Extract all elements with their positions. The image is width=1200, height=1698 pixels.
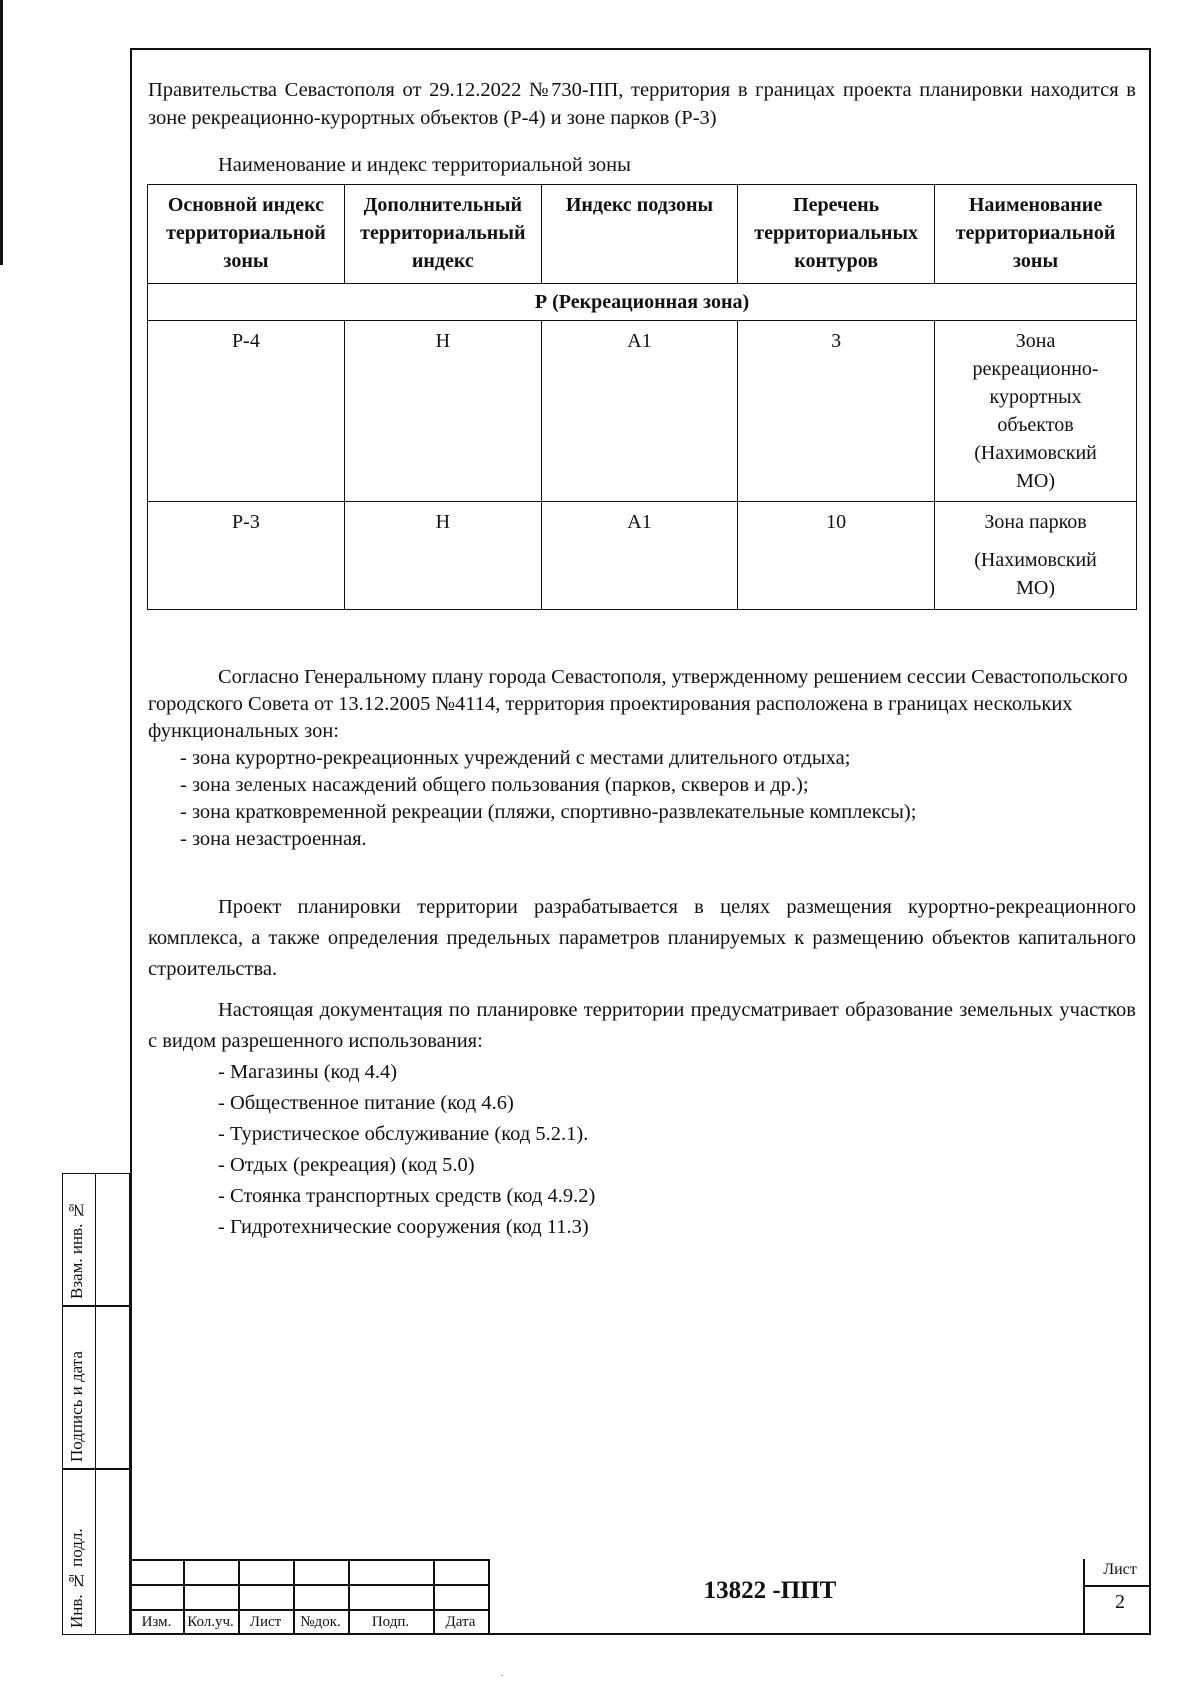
list-item: - зона курортно-рекреационных учреждений с местами длительного отдыха; bbox=[180, 747, 851, 769]
cell-sub: А1 bbox=[541, 502, 737, 610]
stamp-inv-label: Инв. № подл. bbox=[67, 1528, 86, 1628]
header-contours: Перечень территориальных контуров bbox=[738, 185, 935, 284]
zones-table bbox=[147, 184, 1137, 610]
header-subzone-index: Индекс подзоны bbox=[541, 185, 737, 284]
list-item: - Отдых (рекреация) (код 5.0) bbox=[218, 1154, 475, 1176]
scan-speck: · bbox=[500, 1668, 504, 1682]
tb-sheet-line bbox=[1083, 1585, 1151, 1587]
intro-paragraph bbox=[148, 76, 1136, 132]
tb-vline bbox=[1083, 1559, 1085, 1635]
side-stamp-strip bbox=[62, 1173, 130, 1635]
purpose-text: Проект планировки территории разрабатывается в целях размещения курортно-рекреационного комплекса, а также определения предельных параметров планируемых к размещению объектов капитального строительства. bbox=[148, 896, 1136, 980]
stamp-podpis bbox=[62, 1306, 130, 1469]
document-code: 13822 -ППТ bbox=[703, 1577, 837, 1604]
tb-label-ndok: №док. bbox=[300, 1614, 341, 1630]
cell-name-line1: Зона парков bbox=[984, 511, 1087, 533]
stamp-divider bbox=[95, 1174, 96, 1305]
stamp-inv bbox=[62, 1469, 130, 1635]
tb-vline bbox=[488, 1559, 490, 1635]
list-item: - Общественное питание (код 4.6) bbox=[218, 1092, 514, 1114]
cell-extra: Н bbox=[344, 502, 541, 610]
sheet-label: Лист bbox=[1103, 1561, 1137, 1578]
table-row bbox=[148, 502, 1137, 610]
cell-main: Р-3 bbox=[148, 502, 345, 610]
genplan-lead: Согласно Генеральному плану города Севастополя, утвержденному решением сессии Севастопольского городского Совета от 13.12.2005 №4114, территория проектирования расположена в границах нескольких функциональных зон: bbox=[148, 666, 1128, 742]
sheet-number: 2 bbox=[1115, 1591, 1125, 1613]
list-item: - Гидротехнические сооружения (код 11.3) bbox=[218, 1216, 589, 1238]
purpose-section bbox=[148, 892, 1136, 1243]
table-row bbox=[148, 321, 1137, 502]
group-label: Р (Рекреационная зона) bbox=[148, 284, 1137, 321]
stamp-divider bbox=[95, 1470, 96, 1634]
cell-extra: Н bbox=[344, 321, 541, 502]
table-caption: Наименование и индекс территориальной зоны bbox=[218, 154, 631, 176]
cell-sub: А1 bbox=[541, 321, 737, 502]
tb-label-kolvo: Кол.уч. bbox=[187, 1614, 234, 1630]
scan-edge-mark bbox=[0, 0, 3, 265]
table-header-row bbox=[148, 185, 1137, 284]
tb-label-data: Дата bbox=[445, 1614, 476, 1630]
genplan-section bbox=[148, 664, 1136, 853]
list-item: - Магазины (код 4.4) bbox=[218, 1061, 398, 1083]
land-use-list bbox=[148, 1057, 1136, 1243]
stamp-podpis-label: Подпись и дата bbox=[67, 1351, 86, 1462]
list-item: - зона кратковременной рекреации (пляжи, спортивно-развлекательные комплексы); bbox=[180, 801, 917, 823]
stamp-divider bbox=[95, 1307, 96, 1468]
tb-label-izm: Изм. bbox=[141, 1614, 172, 1630]
tb-label-list: Лист bbox=[249, 1614, 282, 1630]
cell-contours: 3 bbox=[738, 321, 935, 502]
header-extra-index: Дополнительный территориальный индекс bbox=[344, 185, 541, 284]
cell-name-line2: (Нахимовский МО) bbox=[974, 549, 1097, 599]
stamp-vzam-label: Взам. инв. № bbox=[67, 1200, 86, 1299]
cell-contours: 10 bbox=[738, 502, 935, 610]
cell-name bbox=[935, 502, 1137, 610]
header-main-index: Основной индекс территориальной зоны bbox=[148, 185, 345, 284]
intro-text: Правительства Севастополя от 29.12.2022 №730-ПП, территория в границах проекта планировки находится в зоне рекреационно-курортных объектов (Р-4) и зоне парков (Р-3) bbox=[148, 79, 1136, 129]
tb-label-podp: Подп. bbox=[371, 1614, 410, 1630]
list-item: - зона незастроенная. bbox=[180, 828, 367, 850]
list-item: - зона зеленых насаждений общего пользования (парков, скверов и др.); bbox=[180, 774, 809, 796]
cell-name: Зона рекреационно-курортных объектов (Нахимовский МО) bbox=[935, 321, 1137, 502]
cell-main: Р-4 bbox=[148, 321, 345, 502]
list-item: - Туристическое обслуживание (код 5.2.1). bbox=[218, 1123, 589, 1145]
land-use-lead: Настоящая документация по планировке территории предусматривает образование земельных участков с видом разрешенного использования: bbox=[148, 999, 1136, 1052]
stamp-vzam bbox=[62, 1173, 130, 1306]
header-zone-name: Наименование территориальной зоны bbox=[935, 185, 1137, 284]
title-block bbox=[130, 1559, 1151, 1635]
table-group-row bbox=[148, 284, 1137, 321]
list-item: - Стоянка транспортных средств (код 4.9.2) bbox=[218, 1185, 596, 1207]
